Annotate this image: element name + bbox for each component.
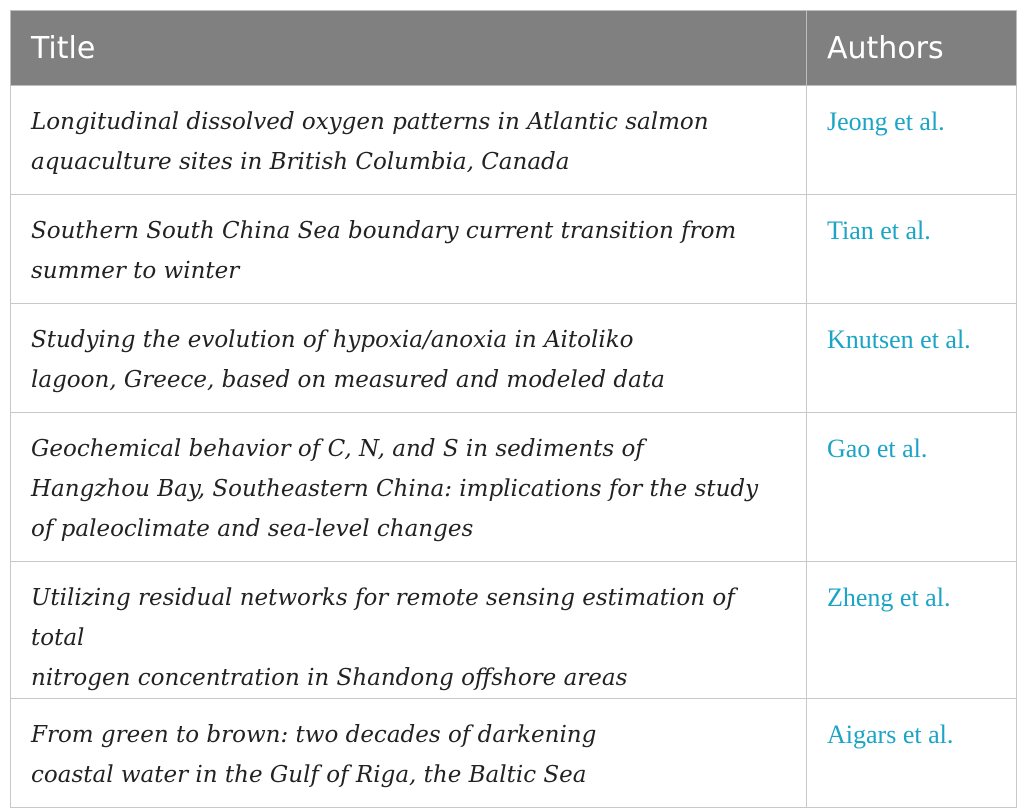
articles-table [10,10,1017,808]
title-line: Geochemical behavior of C, N, and S in sediments of [31,436,644,462]
table-row [11,195,1017,304]
table-header-row [11,11,1017,86]
title-line: aquaculture sites in British Columbia, Canada [31,149,570,175]
title-line: nitrogen concentration in Shandong offshore areas [31,665,628,691]
title-line: Utilizing residual networks for remote sensing estimation of total [31,585,735,651]
title-line: Southern South China Sea boundary current transition from [31,218,737,244]
title-line: of paleoclimate and sea-level changes [31,516,474,542]
article-title [11,413,807,562]
header-authors: Authors [807,11,1017,86]
article-title [11,699,807,808]
articles-table-container [10,10,1016,808]
title-line: Studying the evolution of hypoxia/anoxia in Aitoliko [31,327,634,353]
title-line: coastal water in the Gulf of Riga, the Baltic Sea [31,762,587,788]
table-row [11,86,1017,195]
article-authors-link[interactable]: Knutsen et al. [807,304,1017,413]
table-row [11,413,1017,562]
header-title: Title [11,11,807,86]
article-authors-link[interactable]: Zheng et al. [807,562,1017,699]
article-authors-link[interactable]: Tian et al. [807,195,1017,304]
title-line: From green to brown: two decades of darkening [31,722,597,748]
article-title [11,562,807,699]
article-title [11,304,807,413]
article-title [11,195,807,304]
title-line: summer to winter [31,258,240,284]
article-authors-link[interactable]: Gao et al. [807,413,1017,562]
article-title [11,86,807,195]
article-authors-link[interactable]: Aigars et al. [807,699,1017,808]
table-row [11,699,1017,808]
title-line: Longitudinal dissolved oxygen patterns in Atlantic salmon [31,109,709,135]
article-authors-link[interactable]: Jeong et al. [807,86,1017,195]
table-row [11,304,1017,413]
title-line: Hangzhou Bay, Southeastern China: implications for the study [31,476,759,502]
table-row [11,562,1017,699]
title-line: lagoon, Greece, based on measured and modeled data [31,367,665,393]
